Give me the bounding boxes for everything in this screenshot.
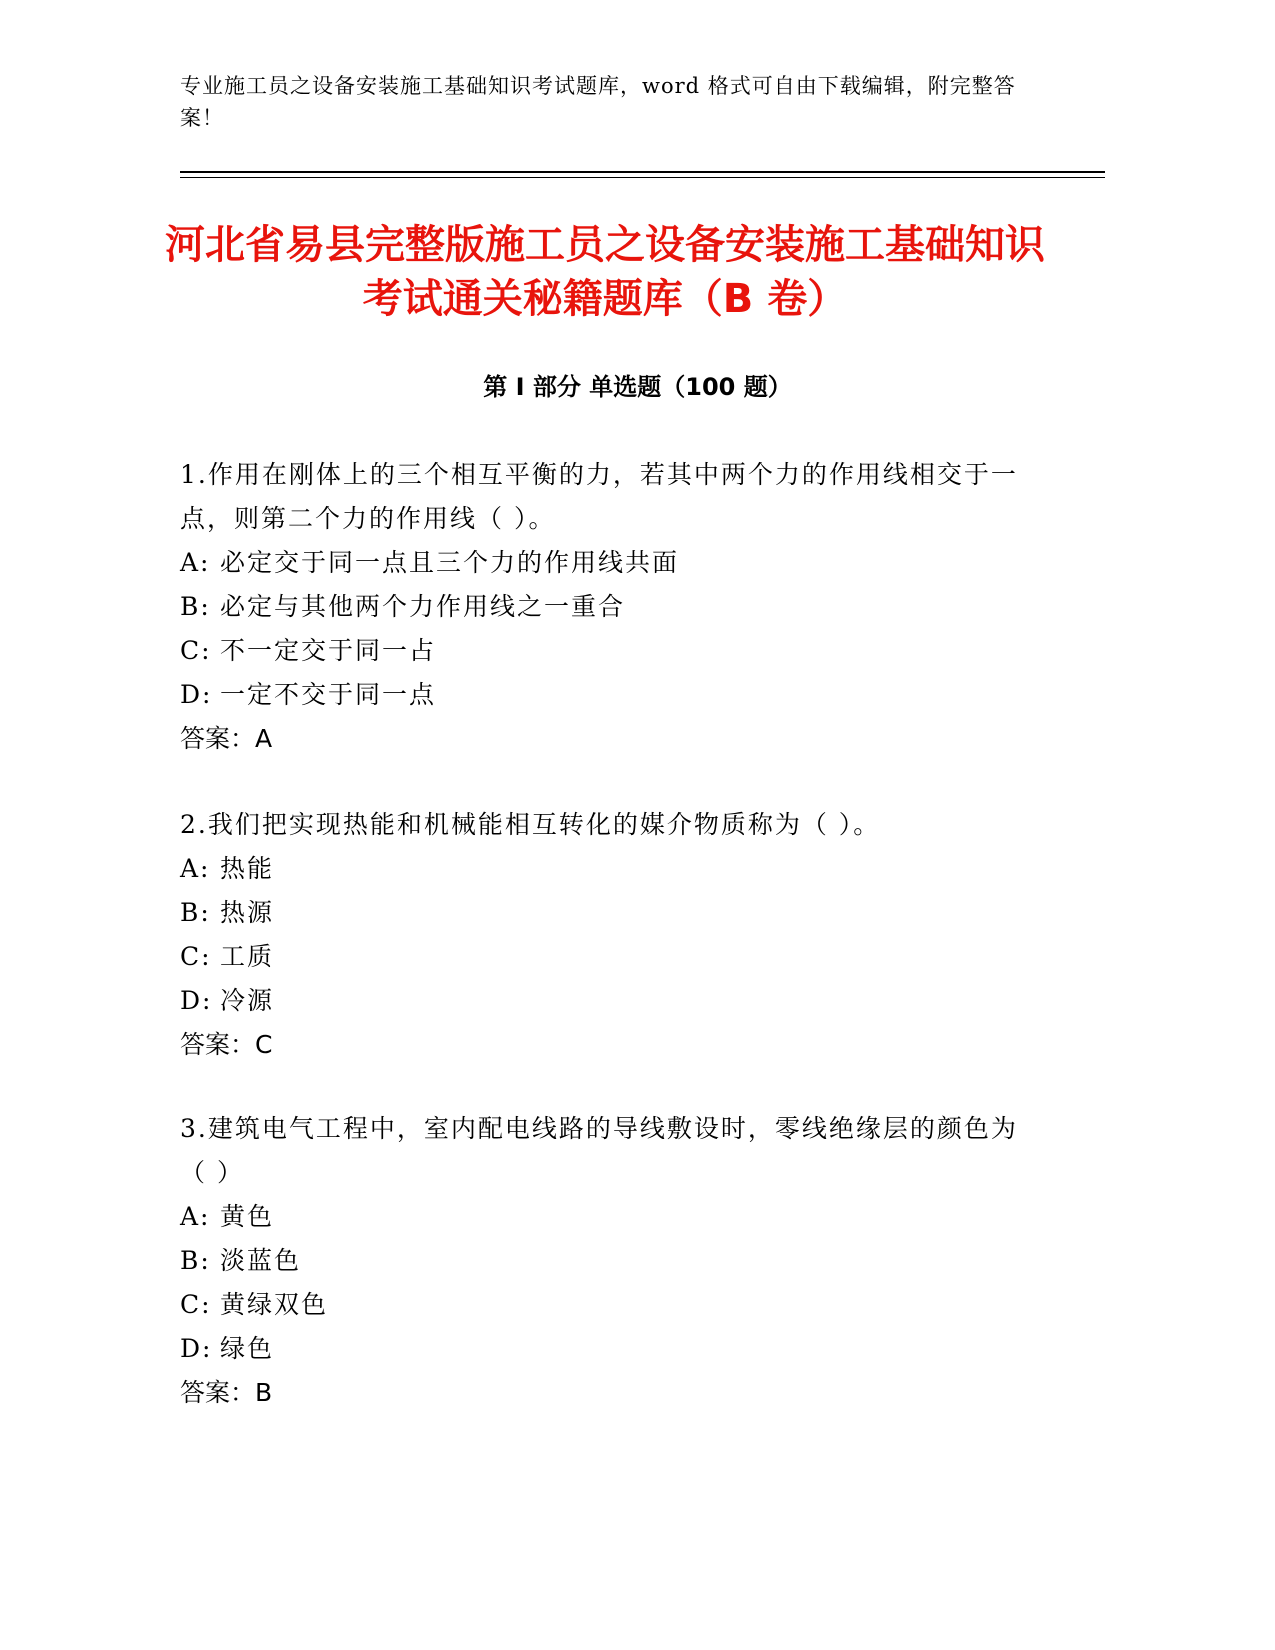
option-b xyxy=(180,891,1040,935)
option-letter: D: xyxy=(180,1334,213,1363)
option-letter: B: xyxy=(180,898,211,927)
option-letter: A: xyxy=(180,854,211,883)
option-text: 必定交于同一点且三个力的作用线共面 xyxy=(220,548,680,577)
option-d xyxy=(180,673,1040,717)
question-stem: 1.作用在刚体上的三个相互平衡的力，若其中两个力的作用线相交于一点，则第二个力的作用线（ ）。 xyxy=(180,460,1018,533)
answer: 答案：A xyxy=(180,724,273,753)
option-text: 一定不交于同一点 xyxy=(220,680,437,709)
option-letter: C: xyxy=(180,636,212,665)
option-text: 不一定交于同一占 xyxy=(220,636,437,665)
option-c xyxy=(180,935,1040,979)
header-rule-thin xyxy=(180,177,1105,178)
option-letter: A: xyxy=(180,548,211,577)
question-stem: 2.我们把实现热能和机械能相互转化的媒介物质称为（ ）。 xyxy=(180,810,881,839)
option-text: 必定与其他两个力作用线之一重合 xyxy=(220,592,626,621)
question-3 xyxy=(180,1107,1040,1415)
header-note: 专业施工员之设备安装施工基础知识考试题库，word 格式可自由下载编辑，附完整答案！ xyxy=(180,74,1016,130)
option-c xyxy=(180,1283,1040,1327)
option-text: 热源 xyxy=(220,898,275,927)
option-b xyxy=(180,585,1040,629)
option-text: 黄色 xyxy=(220,1202,275,1231)
option-c xyxy=(180,629,1040,673)
option-text: 黄绿双色 xyxy=(220,1290,329,1319)
option-d xyxy=(180,1327,1040,1371)
option-text: 绿色 xyxy=(220,1334,275,1363)
option-text: 淡蓝色 xyxy=(220,1246,302,1275)
document-title: 河北省易县完整版施工员之设备安装施工基础知识考试通关秘籍题库（B 卷） xyxy=(165,222,1045,322)
option-letter: A: xyxy=(180,1202,211,1231)
option-letter: C: xyxy=(180,1290,212,1319)
option-d xyxy=(180,979,1040,1023)
option-a xyxy=(180,847,1040,891)
option-text: 工质 xyxy=(220,942,275,971)
option-text: 热能 xyxy=(220,854,275,883)
header-rule-thick xyxy=(180,171,1105,173)
option-a xyxy=(180,1195,1040,1239)
option-letter: B: xyxy=(180,1246,211,1275)
answer: 答案：B xyxy=(180,1378,273,1407)
option-letter: D: xyxy=(180,680,213,709)
option-text: 冷源 xyxy=(220,986,275,1015)
question-1 xyxy=(180,453,1040,761)
option-letter: D: xyxy=(180,986,213,1015)
option-letter: C: xyxy=(180,942,212,971)
option-letter: B: xyxy=(180,592,211,621)
section-title: 第 I 部分 单选题（100 题） xyxy=(483,373,792,401)
option-b xyxy=(180,1239,1040,1283)
question-stem: 3.建筑电气工程中，室内配电线路的导线敷设时，零线绝缘层的颜色为（ ） xyxy=(180,1114,1018,1187)
option-a xyxy=(180,541,1040,585)
question-2 xyxy=(180,803,1040,1067)
answer: 答案：C xyxy=(180,1030,273,1059)
